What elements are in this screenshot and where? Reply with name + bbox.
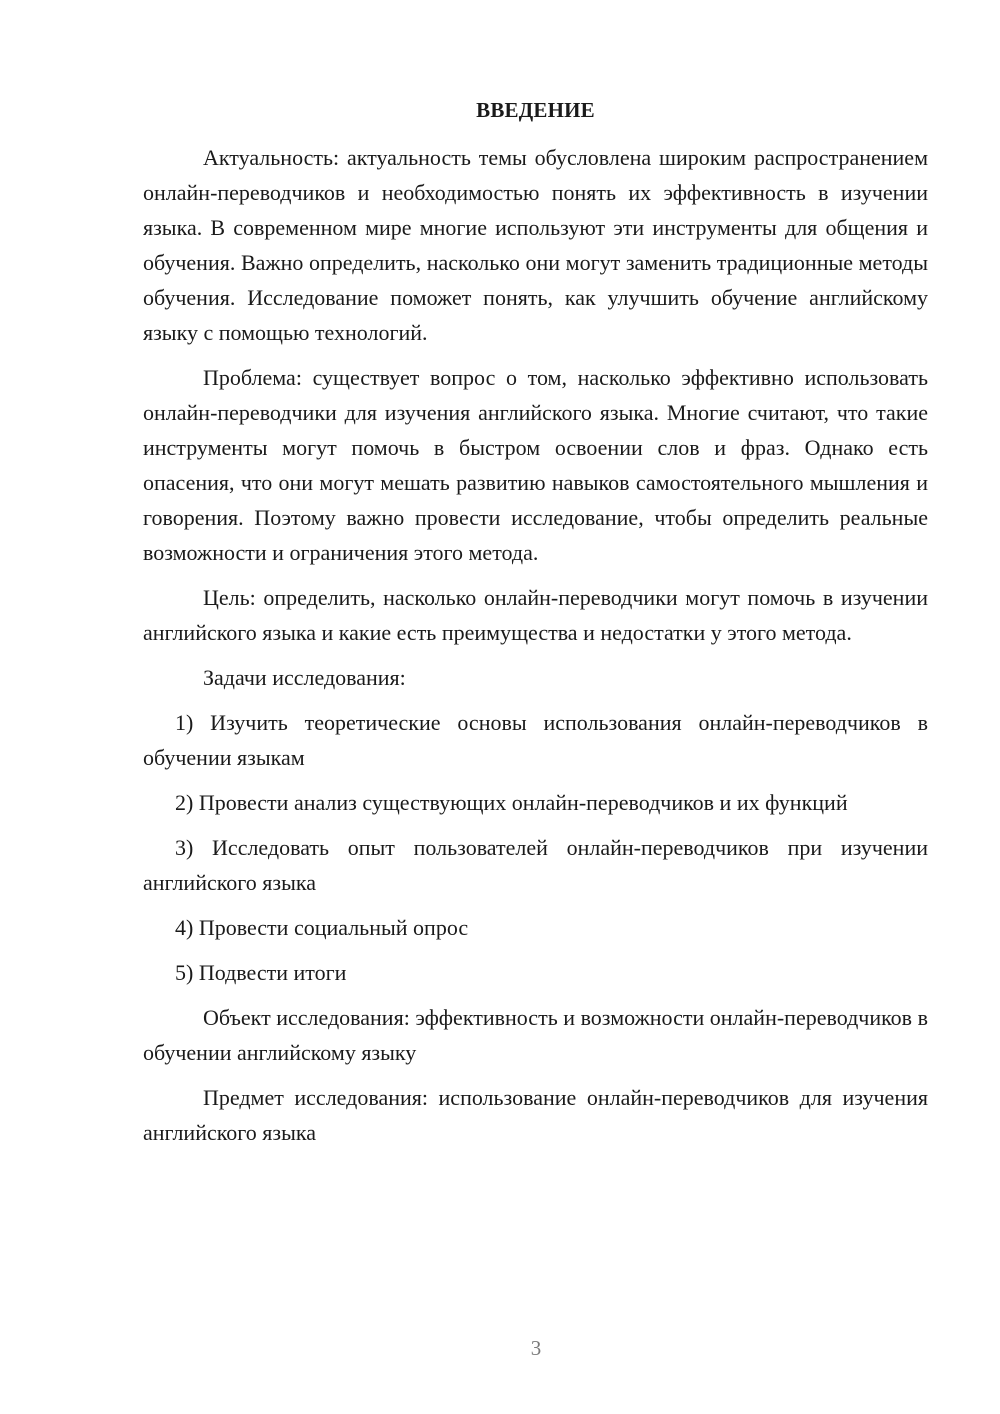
tasks-heading: Задачи исследования: [203,665,406,690]
task-item: 5) Подвести итоги [175,960,347,985]
page-title: ВВЕДЕНИЕ [476,98,595,122]
task-item: 4) Провести социальный опрос [175,915,469,940]
object-paragraph: Объект исследования: эффективность и возможности онлайн-переводчиков в обучении английскому языку [143,1005,928,1065]
document-body [143,93,928,1160]
subject-paragraph: Предмет исследования: использование онлайн-переводчиков для изучения английского языка [143,1085,928,1145]
problem-paragraph: Проблема: существует вопрос о том, насколько эффективно использовать онлайн-переводчики для изучения английского языка. Многие считают, что такие инструменты могут помочь в быстром освоении слов и фраз. Однако есть опасения, что они могут мешать развитию навыков самостоятельного мышления и говорения. Поэтому важно провести исследование, чтобы определить реальные возможности и ограничения этого метода. [143,365,928,565]
task-item: 2) Провести анализ существующих онлайн-переводчиков и их функций [175,790,848,815]
task-item: 1) Изучить теоретические основы использования онлайн-переводчиков в обучении языкам [143,710,928,770]
relevance-paragraph: Актуальность: актуальность темы обусловлена широким распространением онлайн-переводчиков и необходимостью понять их эффективность в изучении языка. В современном мире многие используют эти инструменты для общения и обучения. Важно определить, насколько они могут заменить традиционные методы обучения. Исследование поможет понять, как улучшить обучение английскому языку с помощью технологий. [143,145,928,345]
page-number: 3 [530,1336,542,1360]
goal-paragraph: Цель: определить, насколько онлайн-переводчики могут помочь в изучении английского языка и какие есть преимущества и недостатки у этого метода. [143,585,928,645]
task-item: 3) Исследовать опыт пользователей онлайн-переводчиков при изучении английского языка [143,835,928,895]
